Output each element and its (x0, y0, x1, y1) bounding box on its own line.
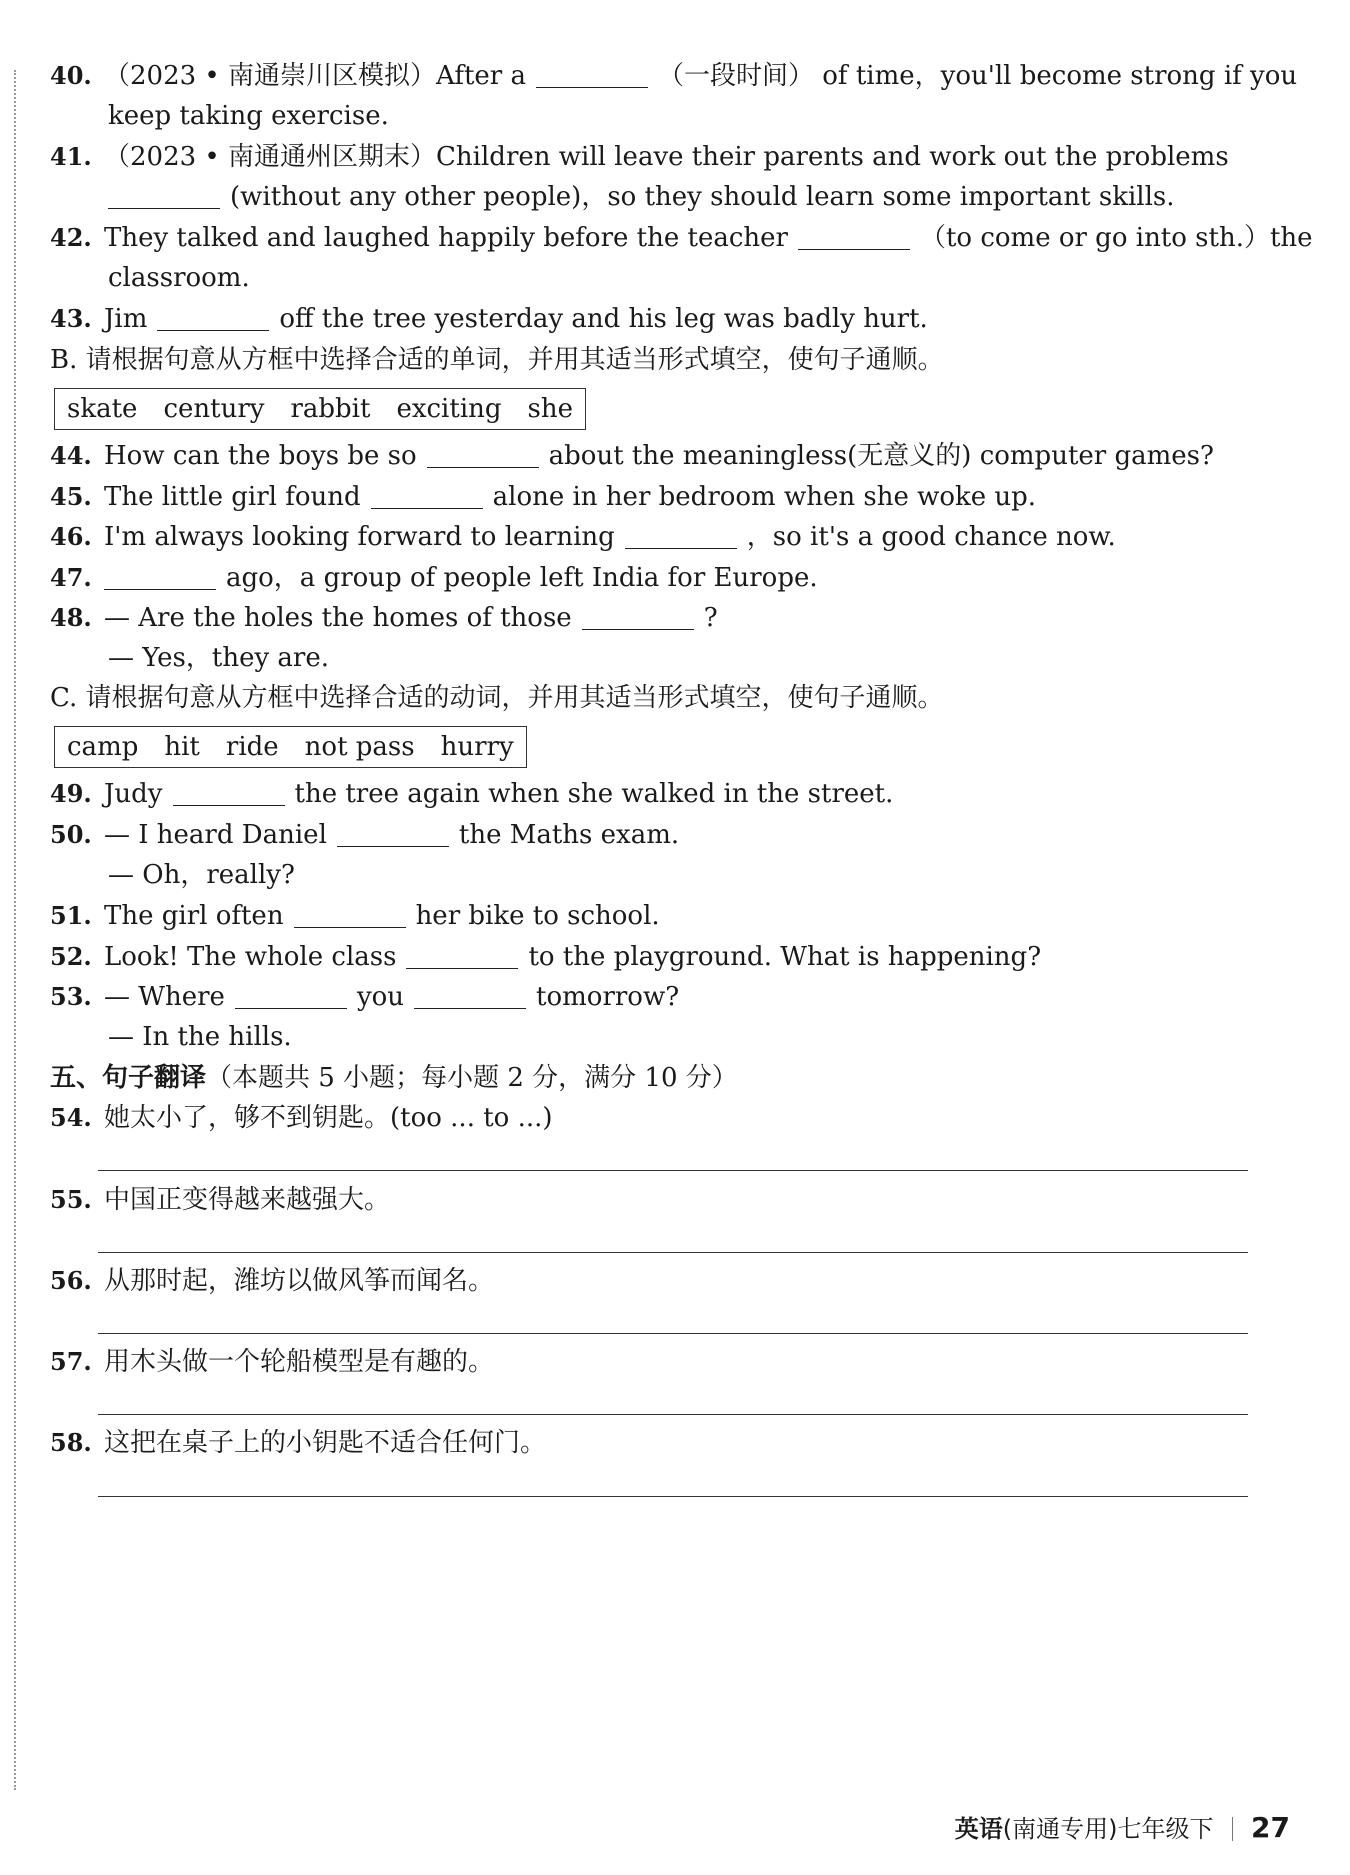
question-number: 54. (50, 1103, 92, 1132)
question-text: about the meaningless(无意义的) computer games? (548, 441, 1214, 471)
question-text: （to come or go into sth.）the (919, 223, 1313, 253)
part-b-instructions (50, 340, 1270, 380)
answer-line-55[interactable] (98, 1252, 1248, 1253)
question-number: 57. (50, 1347, 92, 1376)
word-option: hurry (440, 732, 514, 762)
question-text: 她太小了，够不到钥匙。(too ... to ...) (104, 1103, 553, 1133)
instruction-text: C. 请根据句意从方框中选择合适的动词，并用其适当形式填空，使句子通顺。 (50, 683, 944, 713)
question-40-continued (50, 96, 1328, 136)
question-57 (50, 1342, 1270, 1382)
instruction-text: B. 请根据句意从方框中选择合适的单词，并用其适当形式填空，使句子通顺。 (50, 345, 944, 375)
question-number: 55. (50, 1185, 92, 1214)
question-49 (50, 774, 1270, 814)
section-title: 五、句子翻译 (50, 1063, 207, 1093)
question-47 (50, 558, 1270, 598)
answer-line-54[interactable] (98, 1170, 1248, 1171)
page-number: 27 (1251, 1811, 1290, 1844)
question-text: They talked and laughed happily before the teacher (104, 223, 788, 253)
question-number: 41. (50, 142, 92, 171)
question-50-reply (50, 855, 1328, 895)
question-55 (50, 1180, 1270, 1220)
question-text: 从那时起，潍坊以做风筝而闻名。 (104, 1266, 495, 1296)
question-44 (50, 436, 1270, 476)
word-option: not pass (304, 732, 415, 762)
answer-blank[interactable] (414, 982, 526, 1009)
margin-dotted-line (14, 70, 16, 1790)
question-text: 用木头做一个轮船模型是有趣的。 (104, 1347, 495, 1377)
question-number: 42. (50, 223, 92, 252)
reply-text: — Oh，really? (108, 860, 295, 890)
question-text: you (356, 982, 405, 1012)
question-number: 40. (50, 61, 92, 90)
question-text: Judy (104, 779, 163, 809)
word-option: exciting (396, 394, 502, 424)
question-text: — Are the holes the homes of those (104, 603, 572, 633)
question-text: 这把在桌子上的小钥匙不适合任何门。 (104, 1428, 547, 1458)
question-text: (without any other people)，so they should learn some important skills. (230, 182, 1175, 212)
question-48-reply (50, 638, 1328, 678)
word-option: ride (225, 732, 279, 762)
question-number: 48. (50, 603, 92, 632)
answer-blank[interactable] (625, 522, 737, 549)
question-43 (50, 299, 1270, 339)
answer-blank[interactable] (582, 603, 694, 630)
answer-blank[interactable] (157, 304, 269, 331)
question-text: her bike to school. (415, 901, 660, 931)
question-text: to the playground. What is happening? (528, 942, 1042, 972)
question-42 (50, 218, 1313, 258)
question-text: the tree again when she walked in the street. (294, 779, 894, 809)
question-45 (50, 477, 1270, 517)
footer-divider (1232, 1817, 1234, 1841)
question-text: I'm always looking forward to learning (104, 522, 615, 552)
question-text: off the tree yesterday and his leg was badly hurt. (279, 304, 928, 334)
answer-blank[interactable] (294, 901, 406, 928)
question-text: classroom. (108, 263, 250, 293)
question-text: How can the boys be so (104, 441, 417, 471)
footer-subject: 英语 (954, 1815, 1003, 1843)
question-54 (50, 1098, 1270, 1138)
answer-line-56[interactable] (98, 1333, 1248, 1334)
question-text: — I heard Daniel (104, 820, 327, 850)
reply-text: — Yes，they are. (108, 643, 330, 673)
answer-line-58[interactable] (98, 1496, 1248, 1497)
question-text: Look! The whole class (104, 942, 397, 972)
question-42-continued (50, 258, 1328, 298)
question-number: 46. (50, 522, 92, 551)
answer-blank[interactable] (406, 942, 518, 969)
question-53-reply (50, 1017, 1328, 1057)
word-option: century (163, 394, 265, 424)
word-option: she (527, 394, 574, 424)
answer-blank[interactable] (104, 563, 216, 590)
question-text: 中国正变得越来越强大。 (104, 1185, 391, 1215)
question-text: ? (703, 603, 718, 633)
question-53 (50, 977, 1270, 1017)
question-text: The girl often (104, 901, 284, 931)
question-56 (50, 1261, 1270, 1301)
question-41-continued (50, 177, 1328, 217)
question-number: 47. (50, 563, 92, 592)
question-text: Jim (104, 304, 148, 334)
answer-blank[interactable] (108, 182, 220, 209)
word-option: camp (67, 732, 139, 762)
answer-line-57[interactable] (98, 1414, 1248, 1415)
question-number: 56. (50, 1266, 92, 1295)
question-text: tomorrow? (536, 982, 680, 1012)
answer-blank[interactable] (427, 441, 539, 468)
question-number: 50. (50, 820, 92, 849)
question-number: 44. (50, 441, 92, 470)
answer-blank[interactable] (536, 61, 648, 88)
reply-text: — In the hills. (108, 1022, 292, 1052)
part-c-instructions (50, 678, 1270, 718)
question-52 (50, 937, 1270, 977)
word-option: rabbit (290, 394, 371, 424)
question-text: The little girl found (104, 482, 361, 512)
answer-blank[interactable] (337, 820, 449, 847)
question-number: 43. (50, 304, 92, 333)
word-box-c (54, 726, 527, 768)
question-text: the Maths exam. (458, 820, 680, 850)
page-footer (955, 1810, 1290, 1847)
answer-blank[interactable] (173, 779, 285, 806)
question-text: （2023 • 南通通州区期末）Children will leave their parents and work out the problems (104, 142, 1229, 172)
question-40 (50, 56, 1298, 96)
word-option: hit (164, 732, 200, 762)
question-number: 51. (50, 901, 92, 930)
question-text: ，so it's a good chance now. (746, 522, 1116, 552)
answer-blank[interactable] (235, 982, 347, 1009)
question-text: alone in her bedroom when she woke up. (492, 482, 1037, 512)
section-note: （本题共 5 小题；每小题 2 分，满分 10 分） (206, 1063, 738, 1093)
question-text: keep taking exercise. (108, 101, 389, 131)
question-41 (50, 137, 1270, 177)
question-text: — Where (104, 982, 225, 1012)
word-box-b (54, 388, 586, 430)
footer-edition: (南通专用)七年级下 (1002, 1815, 1214, 1843)
question-51 (50, 896, 1270, 936)
question-number: 45. (50, 482, 92, 511)
question-48 (50, 598, 1270, 638)
question-number: 53. (50, 982, 92, 1011)
answer-blank[interactable] (371, 482, 483, 509)
question-number: 52. (50, 942, 92, 971)
question-58 (50, 1423, 1270, 1463)
question-50 (50, 815, 1270, 855)
section-5-heading (50, 1058, 1270, 1098)
question-46 (50, 517, 1270, 557)
question-text: （一段时间） of time，you'll become strong if you (658, 61, 1298, 91)
question-number: 49. (50, 779, 92, 808)
answer-blank[interactable] (798, 223, 910, 250)
question-text: ago，a group of people left India for Europe. (226, 563, 818, 593)
question-text: （2023 • 南通崇川区模拟）After a (104, 61, 527, 91)
question-number: 58. (50, 1428, 92, 1457)
word-option: skate (67, 394, 138, 424)
